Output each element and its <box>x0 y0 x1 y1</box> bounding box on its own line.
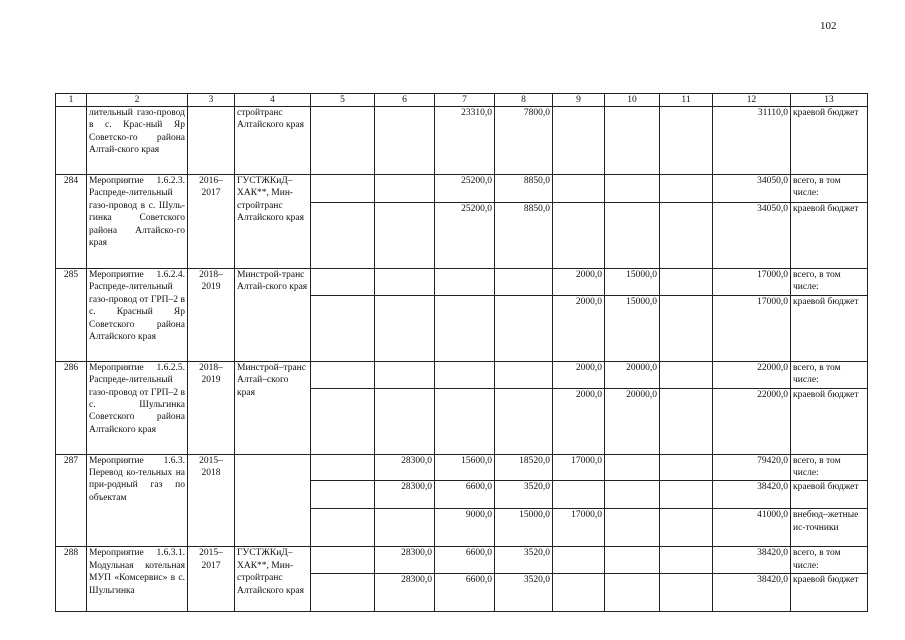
column-header: 1 <box>56 94 87 107</box>
executor: Минстрой-транс Алтай-ского края <box>235 269 311 362</box>
value-cell: 15000,0 <box>605 295 660 361</box>
row-number: 285 <box>56 269 87 362</box>
table-row <box>56 547 868 574</box>
value-cell: 28300,0 <box>375 574 435 612</box>
value-cell: 28300,0 <box>375 481 435 509</box>
column-header: 11 <box>660 94 713 107</box>
value-cell: 20000,0 <box>605 388 660 454</box>
value-cell: 34050,0 <box>713 203 791 269</box>
value-cell: 15600,0 <box>435 454 495 481</box>
value-cell: 28300,0 <box>375 547 435 574</box>
value-cell <box>375 509 435 547</box>
value-cell <box>375 107 435 175</box>
value-cell: 3520,0 <box>495 574 553 612</box>
value-cell <box>660 269 713 296</box>
funding-source: краевой бюджет <box>791 574 868 612</box>
value-cell <box>375 361 435 388</box>
value-cell: 15000,0 <box>605 269 660 296</box>
value-cell: 6600,0 <box>435 547 495 574</box>
funding-source: всего, в том числе: <box>791 361 868 388</box>
value-cell: 9000,0 <box>435 509 495 547</box>
table-row <box>56 454 868 481</box>
funding-source: краевой бюджет <box>791 107 868 175</box>
funding-source: всего, в том числе: <box>791 269 868 296</box>
header-row <box>56 94 868 107</box>
value-cell <box>311 454 375 481</box>
value-cell: 20000,0 <box>605 361 660 388</box>
value-cell <box>553 107 605 175</box>
period: 2015–2018 <box>188 454 235 547</box>
value-cell <box>311 175 375 203</box>
value-cell <box>553 547 605 574</box>
value-cell <box>435 295 495 361</box>
value-cell <box>605 481 660 509</box>
value-cell <box>605 454 660 481</box>
funding-source: внебюд–жетные ис-точники <box>791 509 868 547</box>
value-cell <box>435 269 495 296</box>
budget-table <box>55 93 868 612</box>
table-row <box>56 175 868 203</box>
row-number: 286 <box>56 361 87 454</box>
value-cell: 38420,0 <box>713 481 791 509</box>
period <box>188 107 235 175</box>
table-row <box>56 361 868 388</box>
value-cell: 17000,0 <box>713 295 791 361</box>
funding-source: всего, в том числе: <box>791 547 868 574</box>
value-cell <box>660 107 713 175</box>
column-header: 3 <box>188 94 235 107</box>
value-cell: 34050,0 <box>713 175 791 203</box>
value-cell: 8850,0 <box>495 175 553 203</box>
funding-source: всего, в том числе: <box>791 175 868 203</box>
funding-source: краевой бюджет <box>791 388 868 454</box>
value-cell: 6600,0 <box>435 574 495 612</box>
value-cell: 38420,0 <box>713 574 791 612</box>
column-header: 8 <box>495 94 553 107</box>
page-number: 102 <box>820 20 837 32</box>
value-cell: 17000,0 <box>553 509 605 547</box>
value-cell <box>660 295 713 361</box>
row-number <box>56 107 87 175</box>
value-cell <box>660 454 713 481</box>
value-cell <box>311 107 375 175</box>
value-cell <box>553 203 605 269</box>
column-header: 13 <box>791 94 868 107</box>
value-cell <box>311 203 375 269</box>
value-cell: 7800,0 <box>495 107 553 175</box>
value-cell <box>495 361 553 388</box>
value-cell: 22000,0 <box>713 361 791 388</box>
period: 2018–2019 <box>188 269 235 362</box>
funding-source: краевой бюджет <box>791 481 868 509</box>
table-row <box>56 107 868 175</box>
value-cell: 15000,0 <box>495 509 553 547</box>
column-header: 4 <box>235 94 311 107</box>
measure-name: лительный газо-провод в с. Крас-ный Яр Советско-го района Алтай-ского края <box>87 107 188 175</box>
value-cell <box>375 269 435 296</box>
value-cell: 3520,0 <box>495 481 553 509</box>
value-cell <box>375 175 435 203</box>
value-cell <box>311 547 375 574</box>
row-number: 287 <box>56 454 87 547</box>
value-cell <box>553 481 605 509</box>
column-header: 9 <box>553 94 605 107</box>
value-cell <box>495 295 553 361</box>
value-cell: 2000,0 <box>553 269 605 296</box>
value-cell: 25200,0 <box>435 203 495 269</box>
value-cell <box>605 175 660 203</box>
value-cell <box>605 574 660 612</box>
executor: Минстрой–транс Алтай–ского края <box>235 361 311 454</box>
period: 2015–2017 <box>188 547 235 612</box>
period: 2016–2017 <box>188 175 235 269</box>
value-cell: 23310,0 <box>435 107 495 175</box>
value-cell <box>660 574 713 612</box>
value-cell <box>435 361 495 388</box>
funding-source: краевой бюджет <box>791 203 868 269</box>
value-cell <box>553 574 605 612</box>
value-cell <box>605 509 660 547</box>
column-header: 5 <box>311 94 375 107</box>
measure-name: Мероприятие 1.6.2.5. Распреде-лительный газо-провод от ГРП–2 в с. Шульгинка Советского района Алтайского края <box>87 361 188 454</box>
value-cell: 8850,0 <box>495 203 553 269</box>
value-cell <box>605 547 660 574</box>
value-cell <box>660 388 713 454</box>
row-number: 288 <box>56 547 87 612</box>
value-cell: 2000,0 <box>553 388 605 454</box>
value-cell <box>553 175 605 203</box>
value-cell: 25200,0 <box>435 175 495 203</box>
column-header: 2 <box>87 94 188 107</box>
value-cell: 18520,0 <box>495 454 553 481</box>
measure-name: Мероприятие 1.6.3.1. Модульная котельная МУП «Комсервис» в с. Шульгинка <box>87 547 188 612</box>
measure-name: Мероприятие 1.6.2.4. Распреде-лительный газо-провод от ГРП–2 в с. Красный Яр Советского района Алтайского края <box>87 269 188 362</box>
value-cell: 2000,0 <box>553 295 605 361</box>
value-cell: 31110,0 <box>713 107 791 175</box>
value-cell: 28300,0 <box>375 454 435 481</box>
value-cell <box>311 388 375 454</box>
value-cell <box>660 203 713 269</box>
value-cell <box>660 481 713 509</box>
value-cell <box>660 175 713 203</box>
column-header: 7 <box>435 94 495 107</box>
period: 2018–2019 <box>188 361 235 454</box>
executor <box>235 454 311 547</box>
value-cell <box>495 388 553 454</box>
value-cell: 41000,0 <box>713 509 791 547</box>
table-row <box>56 269 868 296</box>
value-cell: 17000,0 <box>713 269 791 296</box>
value-cell <box>435 388 495 454</box>
measure-name: Мероприятие 1.6.2.3. Распреде-лительный газо-провод в с. Шуль-гинка Советского района Алтайско-го края <box>87 175 188 269</box>
executor: ГУСТЖКиД–ХАК**, Мин-стройтранс Алтайского края <box>235 547 311 612</box>
value-cell <box>311 574 375 612</box>
value-cell <box>311 481 375 509</box>
value-cell: 38420,0 <box>713 547 791 574</box>
column-header: 6 <box>375 94 435 107</box>
value-cell: 3520,0 <box>495 547 553 574</box>
value-cell <box>311 361 375 388</box>
value-cell: 79420,0 <box>713 454 791 481</box>
value-cell <box>311 269 375 296</box>
value-cell: 2000,0 <box>553 361 605 388</box>
value-cell <box>605 203 660 269</box>
funding-source: всего, в том числе: <box>791 454 868 481</box>
value-cell <box>311 509 375 547</box>
column-header: 12 <box>713 94 791 107</box>
value-cell <box>375 388 435 454</box>
column-header: 10 <box>605 94 660 107</box>
value-cell: 6600,0 <box>435 481 495 509</box>
value-cell <box>311 295 375 361</box>
value-cell <box>495 269 553 296</box>
value-cell <box>660 547 713 574</box>
executor: ГУСТЖКиД–ХАК**, Мин-стройтранс Алтайского края <box>235 175 311 269</box>
executor: стройтранс Алтайского края <box>235 107 311 175</box>
funding-source: краевой бюджет <box>791 295 868 361</box>
measure-name: Мероприятие 1.6.3. Перевод ко-тельных на при-родный газ по объектам <box>87 454 188 547</box>
value-cell <box>375 203 435 269</box>
value-cell <box>605 107 660 175</box>
value-cell: 22000,0 <box>713 388 791 454</box>
value-cell: 17000,0 <box>553 454 605 481</box>
row-number: 284 <box>56 175 87 269</box>
value-cell <box>375 295 435 361</box>
value-cell <box>660 361 713 388</box>
table-body <box>56 94 868 612</box>
value-cell <box>660 509 713 547</box>
